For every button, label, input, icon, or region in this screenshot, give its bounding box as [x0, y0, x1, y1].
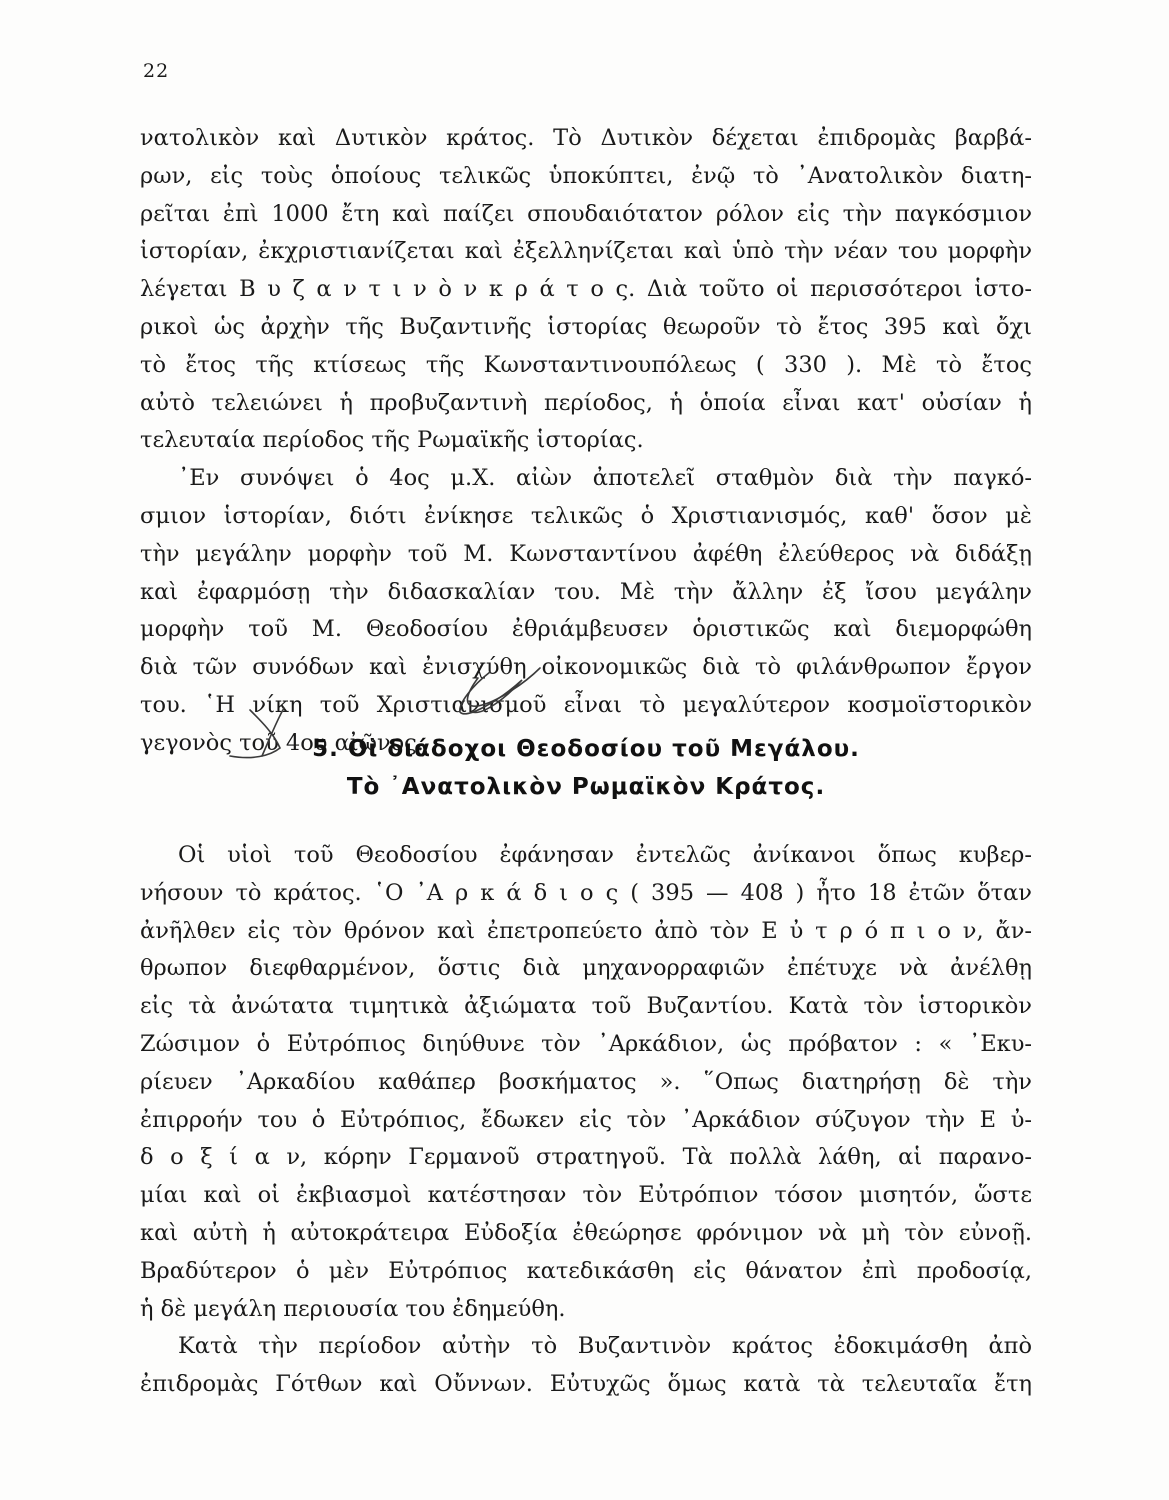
text-line: Ζώσιμον ὁ Εὐτρόπιος διηύθυνε τὸν ᾿Αρκάδιον, ὡς πρόβατον : « ᾿Εκυ-	[140, 1030, 1032, 1057]
text-line: ᾿Εν συνόψει ὁ 4ος μ.Χ. αἰὼν ἀποτελεῖ σταθμὸν διὰ τὴν παγκό-	[178, 465, 1032, 492]
text-line: ἡ δὲ μεγάλη περιουσία του ἐδημεύθη.	[140, 1295, 566, 1322]
text-line: αὐτὸ τελειώνει ἡ προβυζαντινὴ περίοδος, ἡ ὁποία εἶναι κατ' οὐσίαν ἡ	[140, 389, 1032, 416]
text-line: Κατὰ τὴν περίοδον αὐτὴν τὸ Βυζαντινὸν κράτος ἐδοκιμάσθη ἀπὸ	[178, 1333, 1032, 1360]
paragraph-2	[140, 460, 1032, 762]
text-line: τὸ ἔτος τῆς κτίσεως τῆς Κωνσταντινουπόλεως ( 330 ). Μὲ τὸ ἔτος	[140, 351, 1032, 378]
text-line: ρίευεν ᾿Αρκαδίου καθάπερ βοσκήματος ». ῞Οπως διατηρήσῃ δὲ τὴν	[140, 1068, 1032, 1095]
text-line: καὶ ἐφαρμόσῃ τὴν διδασκαλίαν του. Μὲ τὴν ἄλλην ἐξ ἴσου μεγάλην	[140, 578, 1032, 605]
text-line: ρεῖται ἐπὶ 1000 ἔτη καὶ παίζει σπουδαιότατον ρόλον εἰς τὴν παγκόσμιον	[140, 200, 1032, 227]
text-line: ἐπιρροήν του ὁ Εὐτρόπιος, ἔδωκεν εἰς τὸν ᾿Αρκάδιον σύζυγον τὴν Ε ὐ-	[140, 1106, 1032, 1133]
paragraph-1	[140, 120, 1032, 460]
text-line: νήσουν τὸ κράτος. ῾Ο ᾿Α ρ κ ά δ ι ο ς ( 395 — 408 ) ἦτο 18 ἐτῶν ὅταν	[140, 879, 1032, 906]
text-line: εἰς τὰ ἀνώτατα τιμητικὰ ἀξιώματα τοῦ Βυζαντίου. Κατὰ τὸν ἱστορικὸν	[140, 993, 1032, 1020]
text-line: του. ῾Η νίκη τοῦ Χριστιανισμοῦ εἶναι τὸ μεγαλύτερον κοσμοϊστορικὸν	[140, 691, 1032, 718]
text-line: καὶ αὐτὴ ἡ αὐτοκράτειρα Εὐδοξία ἐθεώρησε φρόνιμον νὰ μὴ τὸν εὐνοῇ.	[140, 1219, 1032, 1246]
text-line: διὰ τῶν συνόδων καὶ ἐνισχύθη οἰκονομικῶς διὰ τὸ φιλάνθρωπον ἔργον	[140, 654, 1032, 681]
text-line: σμιον ἱστορίαν, διότι ἐνίκησε τελικῶς ὁ Χριστιανισμός, καθ' ὅσον μὲ	[140, 502, 1032, 529]
section-title: 5. Οἱ διάδοχοι Θεοδοσίου τοῦ Μεγάλου.	[312, 736, 860, 762]
page-number: 22	[143, 60, 170, 82]
text-line: γεγονὸς τοῦ 4ου αἰῶνος.	[140, 729, 424, 756]
paragraph-4	[140, 1328, 1032, 1404]
text-line: δ ο ξ ί α ν, κόρην Γερμανοῦ στρατηγοῦ. Τὰ πολλὰ λάθη, αἱ παρανο-	[140, 1144, 1032, 1171]
upper-text-block	[140, 120, 1032, 763]
text-line: ἐπιδρομὰς Γότθων καὶ Οὔννων. Εὐτυχῶς ὅμως κατὰ τὰ τελευταῖα ἔτη	[140, 1371, 1032, 1398]
text-line: ρων, εἰς τοὺς ὁποίους τελικῶς ὑποκύπτει, ἐνῷ τὸ ᾿Ανατολικὸν διατη-	[140, 162, 1032, 189]
text-line: μορφὴν τοῦ Μ. Θεοδοσίου ἐθριάμβευσεν ὁριστικῶς καὶ διεμορφώθη	[140, 616, 1032, 643]
text-line: τὴν μεγάλην μορφὴν τοῦ Μ. Κωνσταντίνου ἀφέθη ἐλεύθερος νὰ διδάξῃ	[140, 540, 1032, 567]
text-line: Βραδύτερον ὁ μὲν Εὐτρόπιος κατεδικάσθη εἰς θάνατον ἐπὶ προδοσίᾳ,	[140, 1257, 1032, 1284]
text-line: τελευταία περίοδος τῆς Ρωμαϊκῆς ἱστορίας.	[140, 427, 644, 454]
text-line: λέγεται Β υ ζ α ν τ ι ν ὸ ν κ ρ ά τ ο ς. Διὰ τοῦτο οἱ περισσότεροι ἱστο-	[140, 276, 1032, 303]
text-line: μίαι καὶ οἱ ἐκβιασμοὶ κατέστησαν τὸν Εὐτρόπιον τόσον μισητόν, ὥστε	[140, 1182, 1032, 1209]
text-line: θρωπον διεφθαρμένον, ὅστις διὰ μηχανορραφιῶν ἐπέτυχε νὰ ἀνέλθῃ	[140, 955, 1032, 982]
lower-text-block	[140, 837, 1032, 1404]
paragraph-3	[140, 837, 1032, 1328]
text-line: Οἱ υἱοὶ τοῦ Θεοδοσίου ἐφάνησαν ἐντελῶς ἀνίκανοι ὅπως κυβερ-	[178, 842, 1032, 868]
text-line: ρικοὶ ὡς ἀρχὴν τῆς Βυζαντινῆς ἱστορίας θεωροῦν τὸ ἔτος 395 καὶ ὄχι	[140, 313, 1032, 340]
section-heading	[140, 730, 1032, 806]
text-line: ἱστορίαν, ἐκχριστιανίζεται καὶ ἐξελληνίζεται καὶ ὑπὸ τὴν νέαν του μορφὴν	[140, 238, 1032, 265]
text-line: νατολικὸν καὶ Δυτικὸν κράτος. Τὸ Δυτικὸν δέχεται ἐπιδρομὰς βαρβά-	[140, 125, 1032, 151]
section-subtitle: Τὸ ᾿Ανατολικὸν Ρωμαϊκὸν Κράτος.	[346, 774, 826, 800]
text-line: ἀνῆλθεν εἰς τὸν θρόνον καὶ ἐπετροπεύετο ἀπὸ τὸν Ε ὐ τ ρ ό π ι ο ν, ἄν-	[140, 917, 1032, 944]
